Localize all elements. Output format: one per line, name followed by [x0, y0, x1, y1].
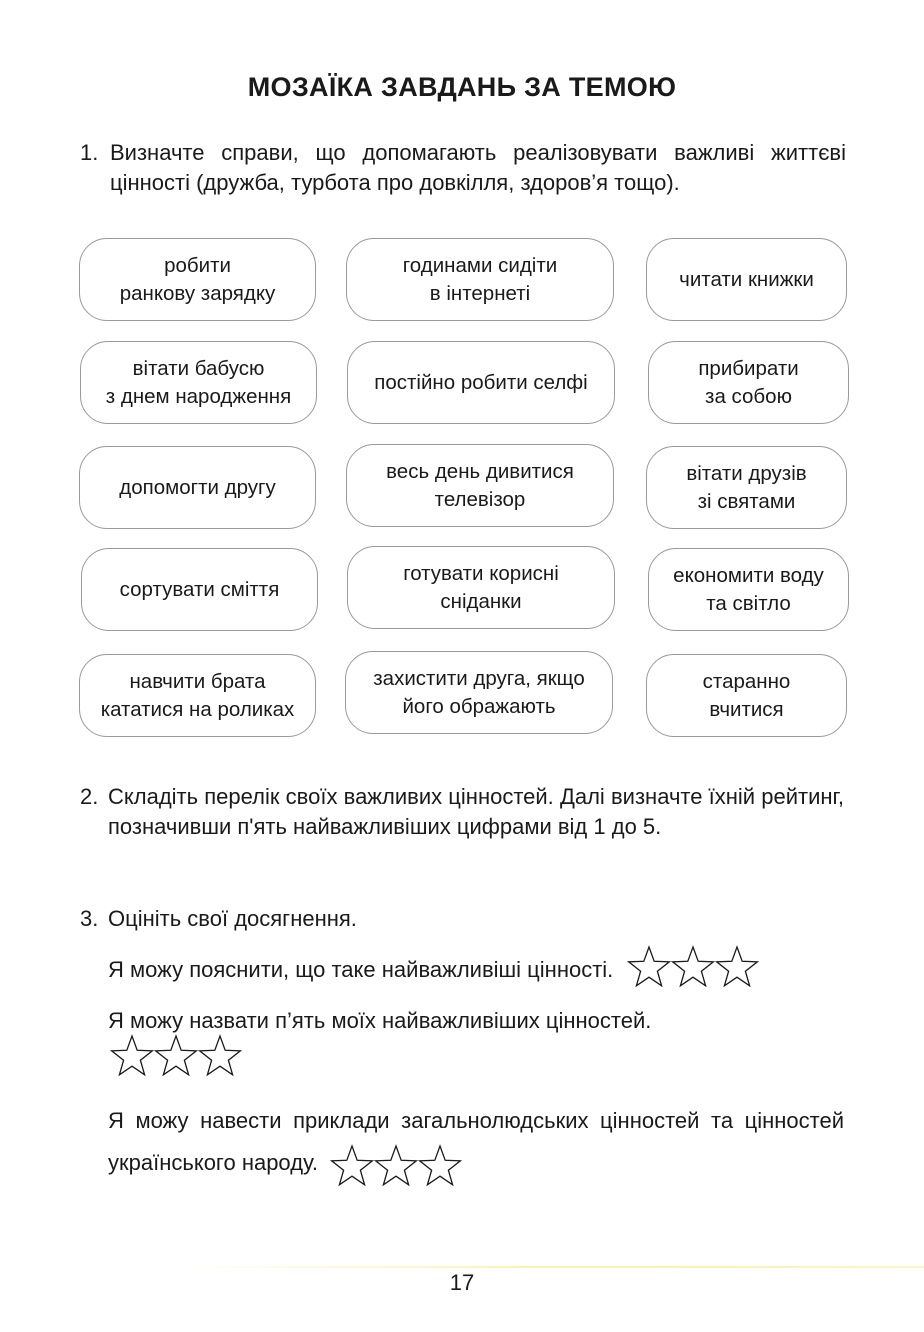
activity-card: допомогти другу: [79, 446, 316, 529]
star-outline-icon[interactable]: [330, 1144, 374, 1186]
activity-card: вітати друзів зі святами: [646, 446, 847, 529]
activity-card: навчити брата кататися на роликах: [79, 654, 316, 737]
star-rating: [330, 1143, 462, 1186]
footer-divider: [180, 1266, 924, 1268]
star-outline-icon[interactable]: [418, 1144, 462, 1186]
activity-card: старанно вчитися: [646, 654, 847, 737]
task-text: Складіть перелік своїх важливих цінностей. Далі визначте їхній рейтинг, позначивши п'ять найважливіших цифрами від 1 до 5.: [108, 784, 844, 839]
star-outline-icon[interactable]: [671, 945, 715, 987]
statement-text: Я можу пояснити, що таке найважливіші цінності.: [108, 956, 614, 982]
activity-card: захистити друга, якщо його ображають: [345, 651, 613, 734]
activity-card: постійно робити селфі: [347, 341, 615, 424]
star-rating: [627, 945, 759, 987]
task-number: 3.: [80, 906, 99, 931]
task-text: Визначте справи, що допомагають реалізовувати важливі життєві цінності (дружба, турбота про довкілля, здоров’я тощо).: [110, 140, 846, 195]
star-outline-icon[interactable]: [198, 1034, 242, 1076]
activity-card: економити воду та світло: [648, 548, 849, 631]
task-1: [80, 138, 846, 198]
self-assessment-statement: [108, 1006, 844, 1036]
star-rating: [110, 1034, 242, 1076]
star-outline-icon[interactable]: [627, 945, 671, 987]
star-outline-icon[interactable]: [374, 1144, 418, 1186]
activity-card: готувати корисні сніданки: [347, 546, 615, 629]
activity-card: робити ранкову зарядку: [79, 238, 316, 321]
page-title: МОЗАЇКА ЗАВДАНЬ ЗА ТЕМОЮ: [247, 72, 677, 102]
activity-card: годинами сидіти в інтернеті: [346, 238, 614, 321]
task-text: Оцініть свої досягнення.: [108, 906, 357, 931]
task-2: [80, 782, 844, 842]
statement-text: Я можу назвати п’ять моїх найважливіших цінностей.: [108, 1008, 652, 1033]
self-assessment-statement: [108, 950, 844, 992]
task-3: [80, 904, 844, 934]
activity-card: читати книжки: [646, 238, 847, 321]
task-number: 2.: [80, 784, 99, 809]
activity-card: прибирати за собою: [648, 341, 849, 424]
star-outline-icon[interactable]: [154, 1034, 198, 1076]
activity-card: вітати бабусю з днем народження: [80, 341, 317, 424]
activity-card: весь день дивитися телевізор: [346, 444, 614, 527]
activity-card: сортувати сміття: [81, 548, 318, 631]
statement-text: Я можу навести приклади загальнолюдських цінностей та цінностей українського народу.: [108, 1108, 844, 1175]
star-outline-icon[interactable]: [110, 1034, 154, 1076]
star-outline-icon[interactable]: [715, 945, 759, 987]
self-assessment-statement: [108, 1100, 844, 1186]
page-number: 17: [449, 1270, 475, 1295]
task-number: 1.: [80, 140, 99, 165]
